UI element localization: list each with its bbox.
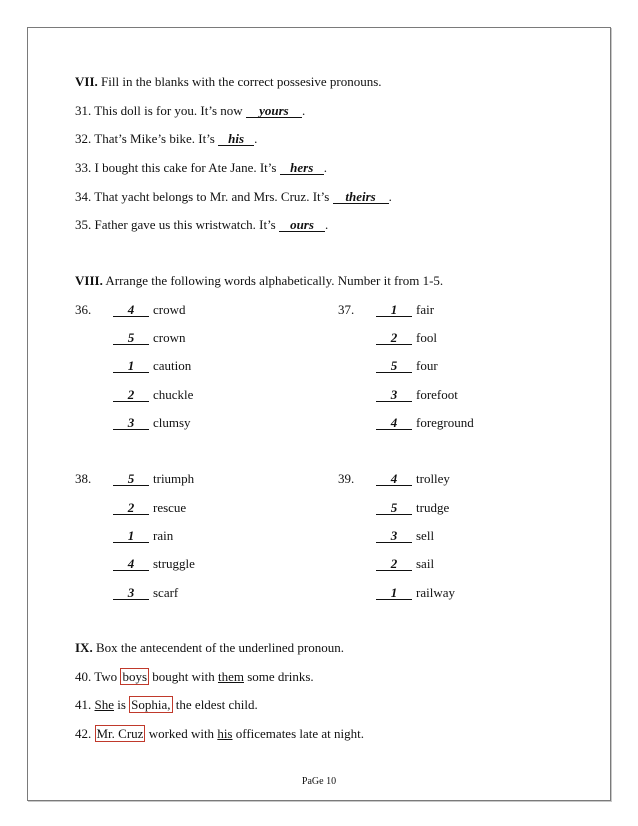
answer-blank: theirs [333,190,389,204]
question-33: 33. I bought this cake for Ate Jane. It’s hers . [75,160,327,175]
list-item: 5 trudge [376,500,449,516]
group-number: 39. [338,471,355,486]
list-item: 1 caution [113,358,191,374]
list-item: 1 railway [376,585,455,601]
underlined-pronoun: them [217,669,244,684]
list-item: 4 struggle [113,556,195,572]
list-item: 3 clumsy [113,415,191,431]
list-item: 1 rain [113,528,173,544]
section-7-heading: VII. Fill in the blanks with the correct possesive pronouns. [75,74,382,89]
answer-blank: ours [279,218,325,232]
group-number: 37. [338,302,355,317]
answer-blank: yours [246,104,302,118]
antecedent-box: Mr. Cruz [96,726,144,741]
question-35: 35. Father gave us this wristwatch. It’s ours . [75,217,329,232]
question-40: 40. Two boys bought with them some drinks. [75,669,314,684]
answer-blank: hers [280,161,324,175]
answer-blank: his [218,132,254,146]
list-item: 1 fair [376,302,434,318]
section-9-heading: IX. Box the antecendent of the underlined pronoun. [75,640,344,655]
list-item: 2 rescue [113,500,186,516]
question-31: 31. This doll is for you. It’s now yours . [75,103,306,118]
list-item: 3 sell [376,528,434,544]
question-41: 41. She is Sophia, the eldest child. [75,697,258,712]
question-32: 32. That’s Mike’s bike. It’s his . [75,131,258,146]
list-item: 5 crown [113,330,186,346]
question-34: 34. That yacht belongs to Mr. and Mrs. Cruz. It’s theirs . [75,189,392,204]
antecedent-box: boys [122,669,147,684]
group-number: 38. [75,471,92,486]
list-item: 3 scarf [113,585,178,601]
page-footer: PaGe 10 [301,776,337,787]
underlined-pronoun: She [94,697,114,712]
list-item: 2 chuckle [113,387,193,403]
list-item: 4 crowd [113,302,186,318]
list-item: 2 sail [376,556,434,572]
underlined-pronoun: his [217,726,233,741]
section-8-heading: VIII. Arrange the following words alphabetically. Number it from 1-5. [75,273,444,288]
antecedent-box: Sophia, [131,697,171,712]
list-item: 2 fool [376,330,437,346]
list-item: 5 four [376,358,438,374]
question-42: 42. Mr. Cruz worked with his officemates late at night. [75,726,365,741]
list-item: 3 forefoot [376,387,458,403]
list-item: 4 foreground [376,415,474,431]
list-item: 4 trolley [376,471,450,487]
list-item: 5 triumph [113,471,194,487]
group-number: 36. [75,302,92,317]
